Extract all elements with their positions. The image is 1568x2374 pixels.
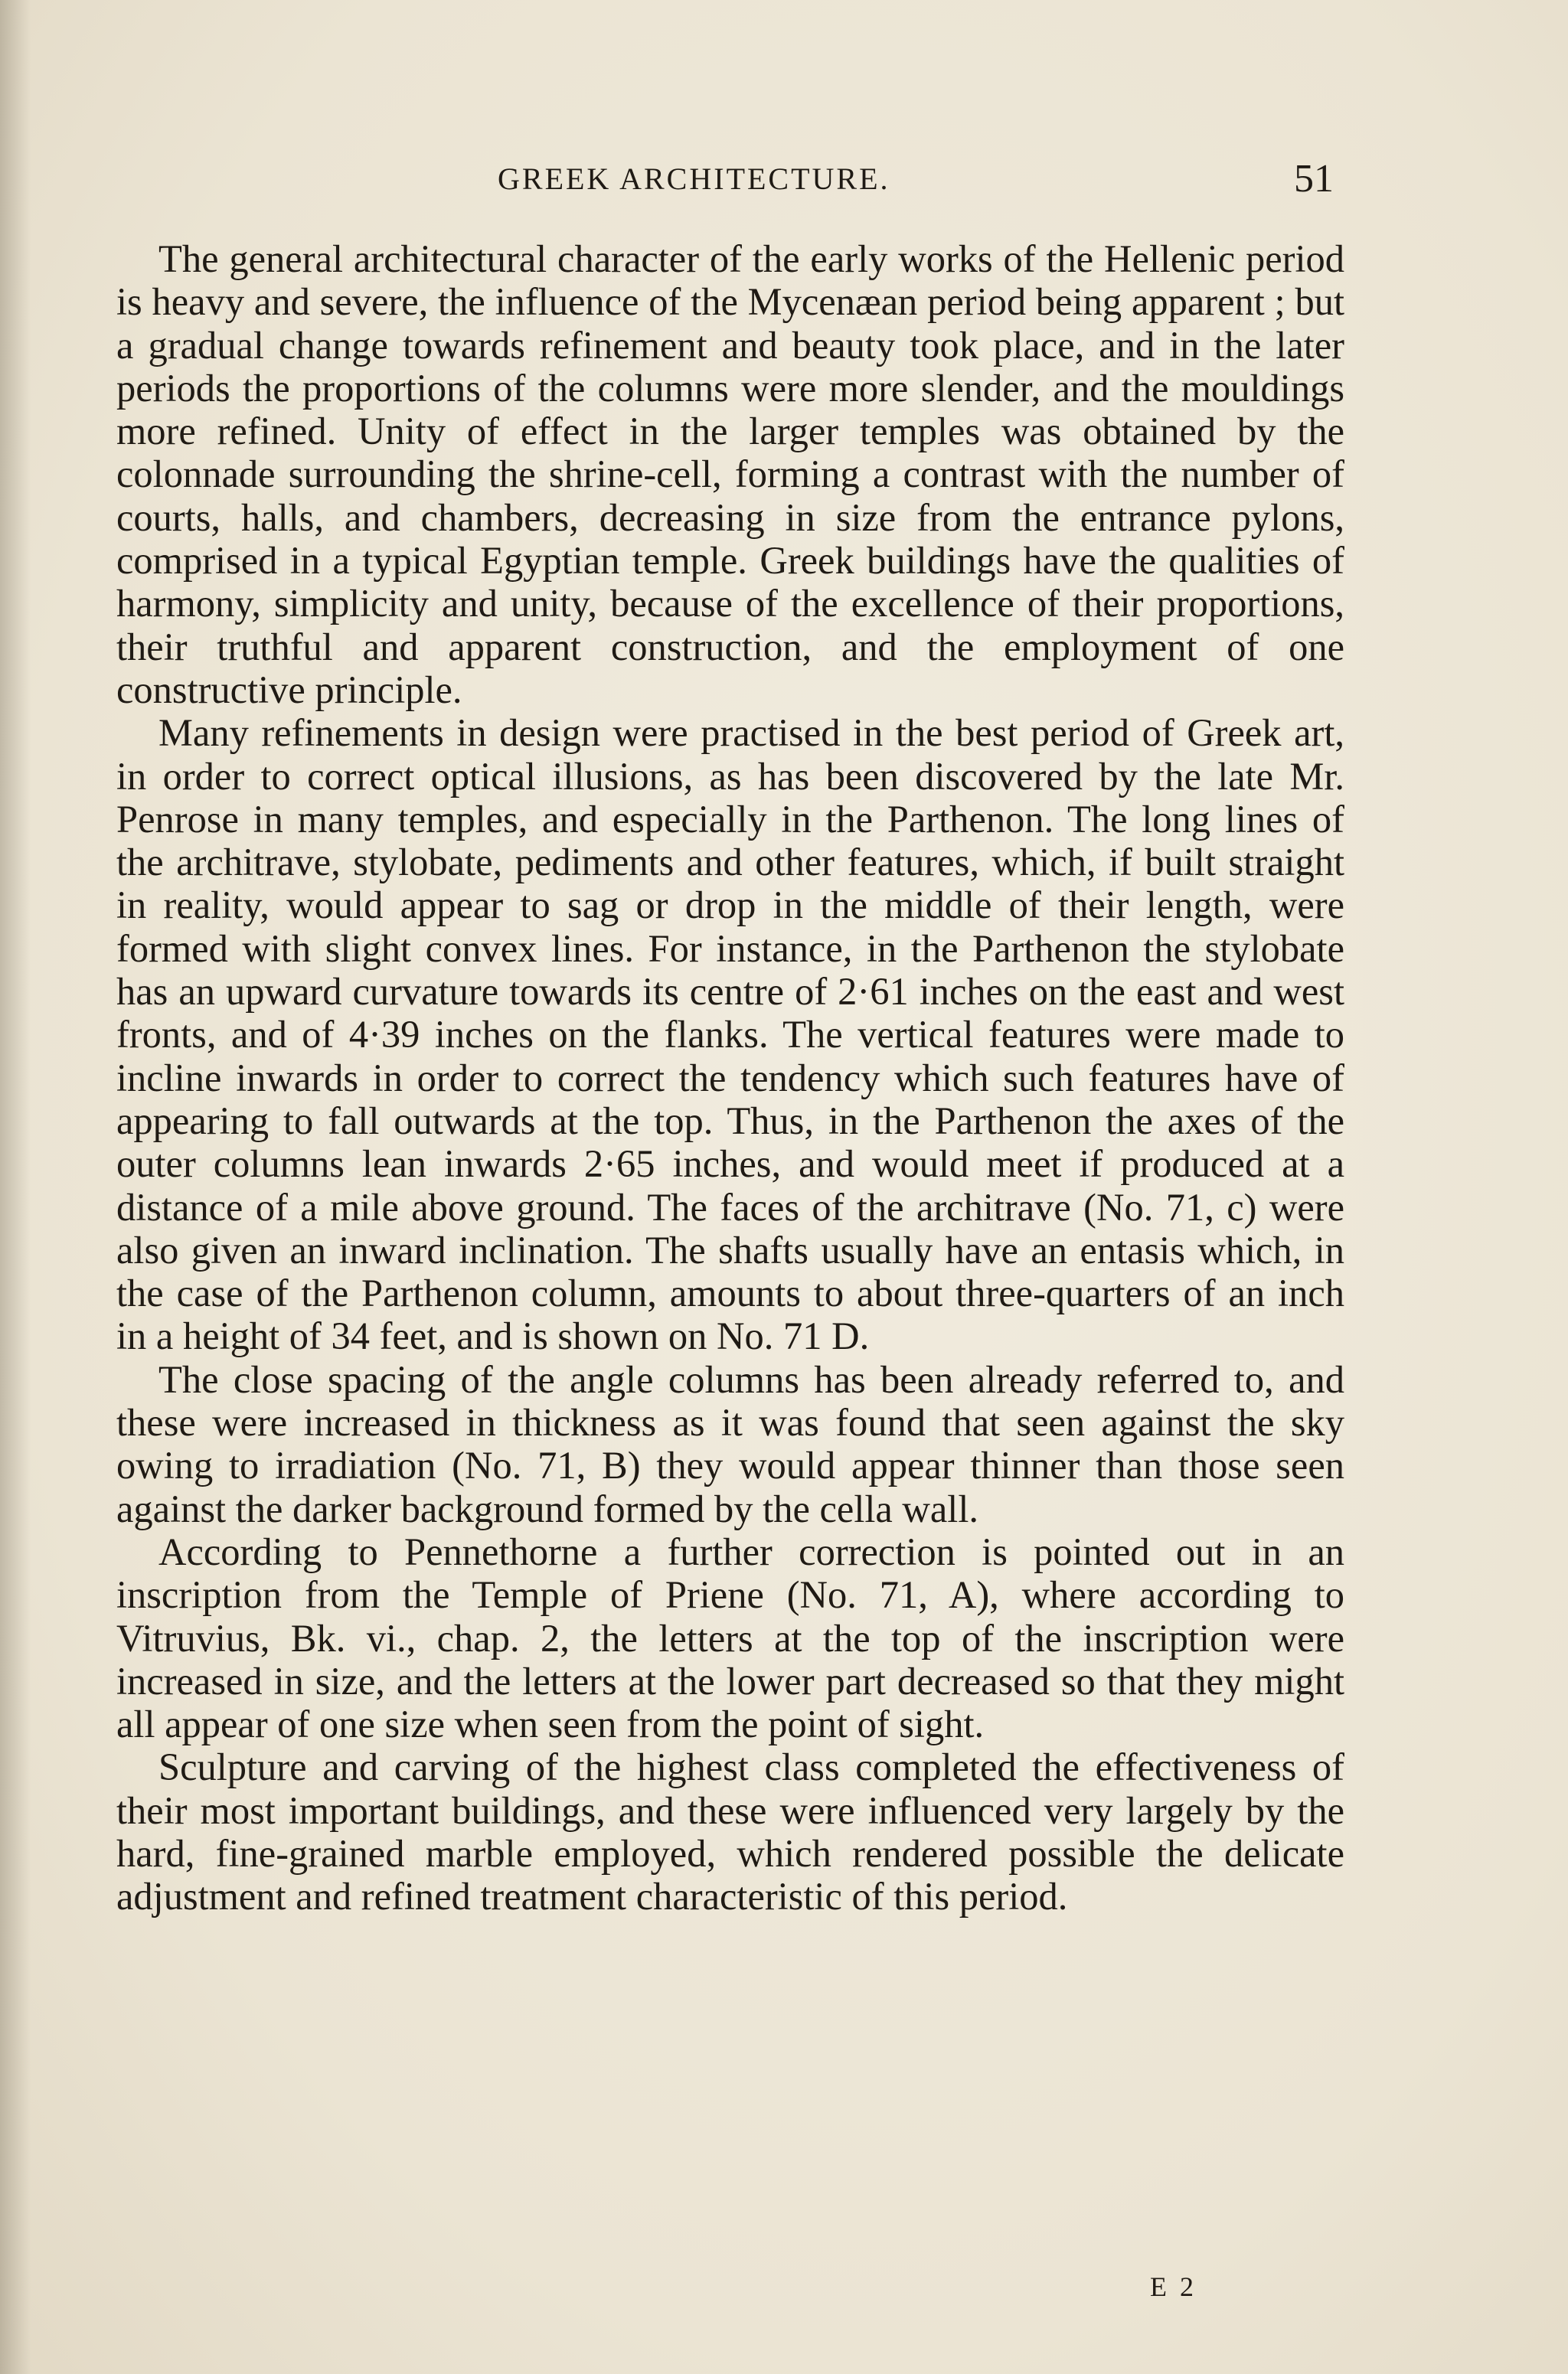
paragraph-optical-refinements: Many refinements in design were practised in the best period of Greek art, in order to correct optical illusions, as has been discovered by the late Mr. Penrose in many temples, and especially in the Parthenon. The long lines of the architrave, stylobate, pediments and other features, which, if built straight in reality, would appear to sag or drop in the middle of their length, were formed with slight convex lines. For instance, in the Parthenon the stylobate has an upward curvature towards its centre of 2·61 inches on the east and west fronts, and of 4·39 inches on the flanks. The vertical features were made to incline inwards in order to correct the tendency which such features have of appearing to fall outwards at the top. Thus, in the Parthenon the axes of the outer columns lean inwards 2·65 inches, and would meet if produced at a distance of a mile above ground. The faces of the architrave (No. 71, c) were also given an inward inclination. The shafts usually have an entasis which, in the case of the Parthenon column, amounts to about three-quarters of an inch in a height of 34 feet, and is shown on No. 71 D. [116,711,1344,1358]
paragraph-architectural-character: The general architectural character of the early works of the Hellenic period is heavy and severe, the influence of the Mycenæan period being apparent ; but a gradual change towards refinement and beauty took place, and in the later periods the proportions of the columns were more slender, and the mouldings more refined. Unity of effect in the larger temples was obtained by the colonnade surrounding the shrine-cell, forming a contrast with the number of courts, halls, and chambers, decreasing in size from the entrance pylons, comprised in a typical Egyptian temple. Greek buildings have the qualities of harmony, simplicity and unity, because of the excellence of their proportions, their truthful and apparent construction, and the employment of one constructive principle. [116,237,1344,711]
signature-mark: E 2 [1150,2271,1197,2302]
running-head: GREEK ARCHITECTURE. [498,162,890,196]
paragraph-priene-inscription: According to Pennethorne a further correction is pointed out in an inscription from the Temple of Priene (No. 71, A), where according to Vitruvius, Bk. vi., chap. 2, the letters at the top of the inscription were increased in size, and the letters at the lower part decreased so that they might all appear of one size when seen from the point of sight. [116,1530,1344,1746]
paragraph-angle-columns: The close spacing of the angle columns has been already referred to, and these were increased in thickness as it was found that seen against the sky owing to irradiation (No. 71, B) they would appear thinner than those seen against the darker background formed by the cella wall. [116,1357,1344,1530]
binding-gutter [0,0,31,2374]
page-number: 51 [1294,157,1334,201]
paragraph-sculpture-carving: Sculpture and carving of the highest class completed the effectiveness of their most important buildings, and these were influenced very largely by the hard, fine-grained marble employed, which rendered possible the delicate adjustment and refined treatment characteristic of this period. [116,1745,1344,1918]
body-text [116,237,1344,1918]
